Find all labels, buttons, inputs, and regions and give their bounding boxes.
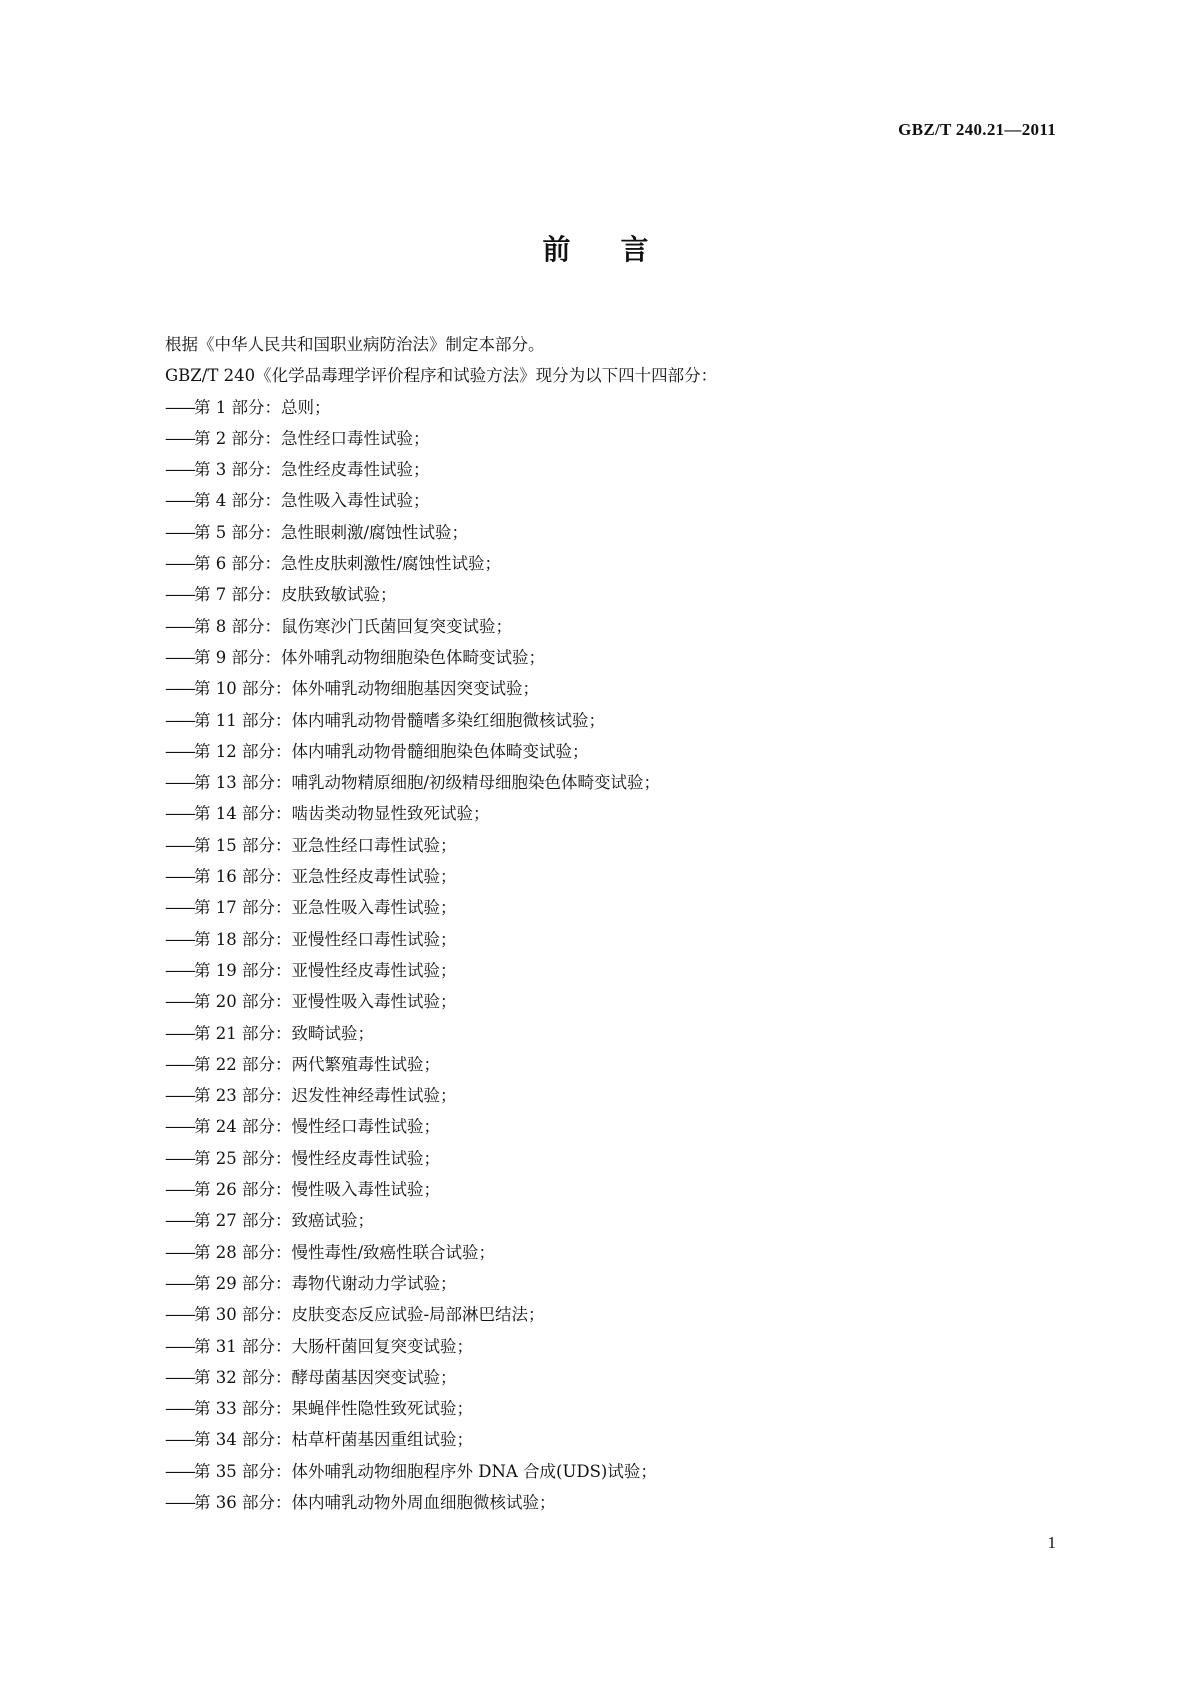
list-dash: —— bbox=[165, 1430, 194, 1450]
list-item-text: 第 36 部分：体内哺乳动物外周血细胞微核试验； bbox=[194, 1492, 556, 1512]
list-item bbox=[165, 1143, 1065, 1174]
parts-list bbox=[165, 392, 1065, 1519]
list-item-text: 第 11 部分：体内哺乳动物骨髓嗜多染红细胞微核试验； bbox=[194, 710, 605, 730]
list-dash: —— bbox=[165, 554, 194, 574]
preface-body bbox=[165, 329, 1065, 1518]
list-dash: —— bbox=[165, 1273, 194, 1293]
list-dash: —— bbox=[165, 929, 194, 949]
page-title: 前言 bbox=[542, 233, 699, 266]
list-item bbox=[165, 517, 1065, 548]
list-item-text: 第 17 部分：亚急性吸入毒性试验； bbox=[194, 898, 457, 918]
list-dash: —— bbox=[165, 1054, 194, 1074]
list-item-text: 第 35 部分：体外哺乳动物细胞程序外 DNA 合成(UDS)试验； bbox=[194, 1461, 657, 1481]
list-item bbox=[165, 1487, 1065, 1518]
list-item bbox=[165, 767, 1065, 798]
list-item bbox=[165, 1205, 1065, 1236]
list-item-text: 第 6 部分：急性皮肤刺激性/腐蚀性试验； bbox=[194, 554, 502, 574]
list-dash: —— bbox=[165, 1492, 194, 1512]
list-item-text: 第 28 部分：慢性毒性/致癌性联合试验； bbox=[194, 1242, 496, 1262]
list-item bbox=[165, 924, 1065, 955]
list-dash: —— bbox=[165, 867, 194, 887]
list-dash: —— bbox=[165, 1367, 194, 1387]
list-item bbox=[165, 392, 1065, 423]
list-item bbox=[165, 423, 1065, 454]
list-item bbox=[165, 1111, 1065, 1142]
list-dash: —— bbox=[165, 1242, 194, 1262]
list-item bbox=[165, 1268, 1065, 1299]
list-dash: —— bbox=[165, 804, 194, 824]
list-item-text: 第 20 部分：亚慢性吸入毒性试验； bbox=[194, 992, 457, 1012]
list-item bbox=[165, 1331, 1065, 1362]
list-item bbox=[165, 1362, 1065, 1393]
list-dash: —— bbox=[165, 1180, 194, 1200]
document-code: GBZ/T 240.21—2011 bbox=[898, 120, 1056, 139]
list-item bbox=[165, 579, 1065, 610]
list-item-text: 第 16 部分：亚急性经皮毒性试验； bbox=[194, 867, 457, 887]
list-item bbox=[165, 736, 1065, 767]
list-item bbox=[165, 485, 1065, 516]
list-item-text: 第 27 部分：致癌试验； bbox=[194, 1211, 374, 1231]
list-dash: —— bbox=[165, 1086, 194, 1106]
list-item bbox=[165, 642, 1065, 673]
list-item bbox=[165, 1018, 1065, 1049]
list-dash: —— bbox=[165, 1148, 194, 1168]
list-item-text: 第 13 部分：哺乳动物精原细胞/初级精母细胞染色体畸变试验； bbox=[194, 773, 661, 793]
list-item bbox=[165, 1393, 1065, 1424]
list-item-text: 第 5 部分：急性眼刺激/腐蚀性试验； bbox=[194, 522, 469, 542]
list-item-text: 第 4 部分：急性吸入毒性试验； bbox=[194, 491, 430, 511]
list-dash: —— bbox=[165, 741, 194, 761]
list-item-text: 第 22 部分：两代繁殖毒性试验； bbox=[194, 1054, 440, 1074]
list-item bbox=[165, 892, 1065, 923]
list-dash: —— bbox=[165, 428, 194, 448]
list-dash: —— bbox=[165, 773, 194, 793]
list-item bbox=[165, 1080, 1065, 1111]
list-item-text: 第 25 部分：慢性经皮毒性试验； bbox=[194, 1148, 440, 1168]
list-item bbox=[165, 861, 1065, 892]
list-item bbox=[165, 955, 1065, 986]
list-item-text: 第 10 部分：体外哺乳动物细胞基因突变试验； bbox=[194, 679, 539, 699]
list-dash: —— bbox=[165, 960, 194, 980]
list-dash: —— bbox=[165, 1461, 194, 1481]
list-item bbox=[165, 548, 1065, 579]
list-item-text: 第 29 部分：毒物代谢动力学试验； bbox=[194, 1273, 457, 1293]
list-item-text: 第 23 部分：迟发性神经毒性试验； bbox=[194, 1086, 457, 1106]
list-item-text: 第 32 部分：酵母菌基因突变试验； bbox=[194, 1367, 457, 1387]
list-item-text: 第 14 部分：啮齿类动物显性致死试验； bbox=[194, 804, 490, 824]
list-item-text: 第 34 部分：枯草杆菌基因重组试验； bbox=[194, 1430, 473, 1450]
list-dash: —— bbox=[165, 616, 194, 636]
list-item-text: 第 24 部分：慢性经口毒性试验； bbox=[194, 1117, 440, 1137]
list-item-text: 第 2 部分：急性经口毒性试验； bbox=[194, 428, 430, 448]
list-dash: —— bbox=[165, 1399, 194, 1419]
list-item bbox=[165, 1424, 1065, 1455]
list-item-text: 第 7 部分：皮肤致敏试验； bbox=[194, 585, 397, 605]
list-item-text: 第 18 部分：亚慢性经口毒性试验； bbox=[194, 929, 457, 949]
list-dash: —— bbox=[165, 835, 194, 855]
list-item bbox=[165, 798, 1065, 829]
list-item bbox=[165, 673, 1065, 704]
list-item-text: 第 33 部分：果蝇伴性隐性致死试验； bbox=[194, 1399, 473, 1419]
list-item bbox=[165, 986, 1065, 1017]
list-item-text: 第 19 部分：亚慢性经皮毒性试验； bbox=[194, 960, 457, 980]
list-dash: —— bbox=[165, 1305, 194, 1325]
list-item bbox=[165, 1299, 1065, 1330]
list-dash: —— bbox=[165, 1211, 194, 1231]
list-dash: —— bbox=[165, 710, 194, 730]
list-dash: —— bbox=[165, 679, 194, 699]
list-item bbox=[165, 1237, 1065, 1268]
paragraph-basis: 根据《中华人民共和国职业病防治法》制定本部分。 bbox=[165, 335, 545, 354]
list-dash: —— bbox=[165, 1023, 194, 1043]
list-item-text: 第 1 部分：总则； bbox=[194, 397, 331, 417]
list-item-text: 第 21 部分：致畸试验； bbox=[194, 1023, 374, 1043]
list-item bbox=[165, 830, 1065, 861]
list-dash: —— bbox=[165, 585, 194, 605]
list-item-text: 第 3 部分：急性经皮毒性试验； bbox=[194, 460, 430, 480]
list-dash: —— bbox=[165, 460, 194, 480]
list-dash: —— bbox=[165, 647, 194, 667]
paragraph-structure: GBZ/T 240《化学品毒理学评价程序和试验方法》现分为以下四十四部分： bbox=[165, 366, 718, 386]
list-dash: —— bbox=[165, 898, 194, 918]
list-item-text: 第 9 部分：体外哺乳动物细胞染色体畸变试验； bbox=[194, 647, 545, 667]
list-item-text: 第 15 部分：亚急性经口毒性试验； bbox=[194, 835, 457, 855]
list-item bbox=[165, 611, 1065, 642]
list-item-text: 第 8 部分：鼠伤寒沙门氏菌回复突变试验； bbox=[194, 616, 512, 636]
list-dash: —— bbox=[165, 1336, 194, 1356]
list-dash: —— bbox=[165, 397, 194, 417]
list-item-text: 第 26 部分：慢性吸入毒性试验； bbox=[194, 1180, 440, 1200]
list-dash: —— bbox=[165, 491, 194, 511]
list-item bbox=[165, 705, 1065, 736]
list-item-text: 第 31 部分：大肠杆菌回复突变试验； bbox=[194, 1336, 473, 1356]
list-dash: —— bbox=[165, 1117, 194, 1137]
list-item bbox=[165, 1174, 1065, 1205]
page-number: 1 bbox=[1047, 1533, 1056, 1552]
list-dash: —— bbox=[165, 992, 194, 1012]
list-dash: —— bbox=[165, 522, 194, 542]
list-item-text: 第 12 部分：体内哺乳动物骨髓细胞染色体畸变试验； bbox=[194, 741, 589, 761]
list-item-text: 第 30 部分：皮肤变态反应试验-局部淋巴结法； bbox=[194, 1305, 545, 1325]
list-item bbox=[165, 1049, 1065, 1080]
list-item bbox=[165, 1456, 1065, 1487]
list-item bbox=[165, 454, 1065, 485]
